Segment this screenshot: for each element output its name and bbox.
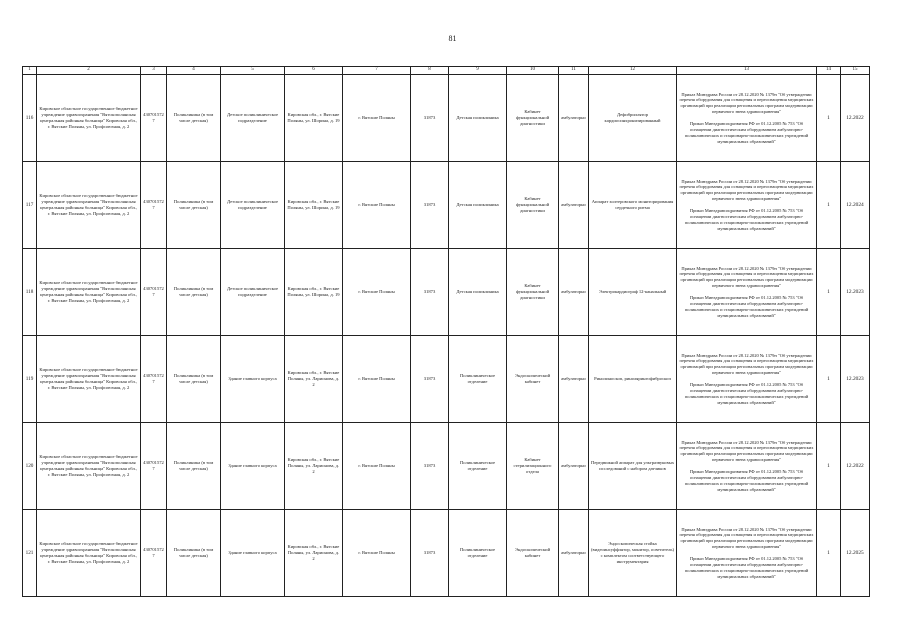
inn-cell: 4307015727	[141, 162, 167, 249]
basis-order-1379n: Приказ Минздрава России от 28.12.2020 № 1379н "Об утверждении перечня оборудования для оснащения и переоснащения медицинских организаций при реализации региональных программ модернизации первичного звена здравоохранения"	[679, 91, 814, 115]
quantity-cell: 1	[817, 162, 841, 249]
code-cell: 31873	[411, 249, 449, 336]
subdivision-cell: Детское поликлиническое подразделение	[221, 249, 285, 336]
row-number: 118	[23, 249, 37, 336]
table-row	[23, 423, 870, 510]
unit-type-cell: Поликлиника (в том числе детская)	[167, 75, 221, 162]
row-number: 116	[23, 75, 37, 162]
basis-order-1379n: Приказ Минздрава России от 28.12.2020 № 1379н "Об утверждении перечня оборудования для оснащения и переоснащения медицинских организаций при реализации региональных программ модернизации первичного звена здравоохранения"	[679, 352, 814, 376]
room-cell: Кабинет функциональной диагностики	[507, 162, 559, 249]
organization-cell: Кировское областное государственное бюджетное учреждение здравоохранения "Вятскополянская центральная районная больница" Кировская обл., г. Вятские Поляны, ул. Профсоюзная, д. 2	[37, 75, 141, 162]
subdivision-cell: Здание главного корпуса	[221, 510, 285, 597]
code-cell: 31873	[411, 336, 449, 423]
locality-cell: г. Вятские Поляны	[343, 423, 411, 510]
column-number: 2	[37, 67, 141, 75]
department-cell: Поликлиническое отделение	[449, 423, 507, 510]
column-number: 13	[677, 67, 817, 75]
basis-cell	[677, 336, 817, 423]
quantity-cell: 1	[817, 423, 841, 510]
equipment-cell: Эндоскопическая стойка (видеоинсуффлятор, монитор, осветитель) с комплектом соответствующего инструментария	[589, 510, 677, 597]
locality-cell: г. Вятские Поляны	[343, 510, 411, 597]
inn-cell: 4307015727	[141, 336, 167, 423]
date-cell: 12.2024	[841, 162, 870, 249]
locality-cell: г. Вятские Поляны	[343, 249, 411, 336]
column-number: 9	[449, 67, 507, 75]
equipment-cell: Аппарат холтеровского мониторирования сердечного ритма	[589, 162, 677, 249]
basis-cell	[677, 162, 817, 249]
table-row	[23, 336, 870, 423]
address-cell: Кировская обл., г. Вятские Поляны, ул. Ларионова, д. 2	[285, 423, 343, 510]
column-number: 12	[589, 67, 677, 75]
room-cell: Эндоскопический кабинет	[507, 336, 559, 423]
locality-cell: г. Вятские Поляны	[343, 162, 411, 249]
basis-order-753: Приказ Минздравсоцразвития РФ от 01.12.2005 № 753 "Об оснащении диагностическим оборудованием амбулаторно-поликлинических и стационарно-поликлинических учреждений муниципальных образований"	[684, 208, 809, 231]
code-cell: 31873	[411, 510, 449, 597]
organization-cell: Кировское областное государственное бюджетное учреждение здравоохранения "Вятскополянская центральная районная больница" Кировская обл., г. Вятские Поляны, ул. Профсоюзная, д. 2	[37, 336, 141, 423]
address-cell: Кировская обл., г. Вятские Поляны, ул. Шорина, д. 19	[285, 75, 343, 162]
organization-cell: Кировское областное государственное бюджетное учреждение здравоохранения "Вятскополянская центральная районная больница" Кировская обл., г. Вятские Поляны, ул. Профсоюзная, д. 2	[37, 423, 141, 510]
code-cell: 31873	[411, 423, 449, 510]
quantity-cell: 1	[817, 510, 841, 597]
column-number: 6	[285, 67, 343, 75]
date-cell: 12.2025	[841, 510, 870, 597]
column-number: 14	[817, 67, 841, 75]
department-cell: Детская поликлиника	[449, 249, 507, 336]
department-cell: Поликлиническое отделение	[449, 510, 507, 597]
basis-order-1379n: Приказ Минздрава России от 28.12.2020 № 1379н "Об утверждении перечня оборудования для оснащения и переоснащения медицинских организаций при реализации региональных программ модернизации первичного звена здравоохранения"	[679, 526, 814, 550]
equipment-cell: Ринолиноскоп, ринолярингофиброскоп	[589, 336, 677, 423]
inn-cell: 4307015727	[141, 423, 167, 510]
basis-cell	[677, 510, 817, 597]
unit-type-cell: Поликлиника (в том числе детская)	[167, 423, 221, 510]
organization-cell: Кировское областное государственное бюджетное учреждение здравоохранения "Вятскополянская центральная районная больница" Кировская обл., г. Вятские Поляны, ул. Профсоюзная, д. 2	[37, 249, 141, 336]
code-cell: 31873	[411, 162, 449, 249]
inn-cell: 4307015727	[141, 249, 167, 336]
date-cell: 12.2023	[841, 336, 870, 423]
column-number: 10	[507, 67, 559, 75]
column-number: 11	[559, 67, 589, 75]
department-cell: Детская поликлиника	[449, 75, 507, 162]
column-number: 7	[343, 67, 411, 75]
date-cell: 12.2022	[841, 423, 870, 510]
address-cell: Кировская обл., г. Вятские Поляны, ул. Шорина, д. 19	[285, 162, 343, 249]
basis-cell	[677, 423, 817, 510]
basis-order-753: Приказ Минздравсоцразвития РФ от 01.12.2005 № 753 "Об оснащении диагностическим оборудованием амбулаторно-поликлинических и стационарно-поликлинических учреждений муниципальных образований"	[684, 382, 809, 405]
date-cell: 12.2022	[841, 75, 870, 162]
quantity-cell: 1	[817, 336, 841, 423]
conditions-cell: амбулаторно	[559, 336, 589, 423]
room-cell: Кабинет функциональной диагностики	[507, 249, 559, 336]
room-cell: Кабинет функциональной диагностики	[507, 75, 559, 162]
locality-cell: г. Вятские Поляны	[343, 75, 411, 162]
column-number: 5	[221, 67, 285, 75]
row-number: 121	[23, 510, 37, 597]
basis-order-1379n: Приказ Минздрава России от 28.12.2020 № 1379н "Об утверждении перечня оборудования для оснащения и переоснащения медицинских организаций при реализации региональных программ модернизации первичного звена здравоохранения"	[679, 178, 814, 202]
table-row	[23, 249, 870, 336]
room-cell: Кабинет стерилизационного отдела	[507, 423, 559, 510]
basis-cell	[677, 75, 817, 162]
address-cell: Кировская обл., г. Вятские Поляны, ул. Шорина, д. 19	[285, 249, 343, 336]
department-cell: Детская поликлиника	[449, 162, 507, 249]
column-number: 4	[167, 67, 221, 75]
unit-type-cell: Поликлиника (в том числе детская)	[167, 336, 221, 423]
inn-cell: 4307015727	[141, 510, 167, 597]
subdivision-cell: Здание главного корпуса	[221, 336, 285, 423]
address-cell: Кировская обл., г. Вятские Поляны, ул. Ларионова, д. 2	[285, 510, 343, 597]
row-number: 117	[23, 162, 37, 249]
basis-order-753: Приказ Минздравсоцразвития РФ от 01.12.2005 № 753 "Об оснащении диагностическим оборудованием амбулаторно-поликлинических и стационарно-поликлинических учреждений муниципальных образований"	[684, 556, 809, 579]
address-cell: Кировская обл., г. Вятские Поляны, ул. Ларионова, д. 2	[285, 336, 343, 423]
locality-cell: г. Вятские Поляны	[343, 336, 411, 423]
column-number: 8	[411, 67, 449, 75]
equipment-registry-table	[22, 66, 870, 597]
table-row	[23, 75, 870, 162]
table-row	[23, 510, 870, 597]
column-number: 1	[23, 67, 37, 75]
basis-order-753: Приказ Минздравсоцразвития РФ от 01.12.2005 № 753 "Об оснащении диагностическим оборудованием амбулаторно-поликлинических и стационарно-поликлинических учреждений муниципальных образований"	[684, 469, 809, 492]
basis-cell	[677, 249, 817, 336]
row-number: 120	[23, 423, 37, 510]
code-cell: 31873	[411, 75, 449, 162]
organization-cell: Кировское областное государственное бюджетное учреждение здравоохранения "Вятскополянская центральная районная больница" Кировская обл., г. Вятские Поляны, ул. Профсоюзная, д. 2	[37, 162, 141, 249]
basis-order-753: Приказ Минздравсоцразвития РФ от 01.12.2005 № 753 "Об оснащении диагностическим оборудованием амбулаторно-поликлинических и стационарно-поликлинических учреждений муниципальных образований"	[684, 295, 809, 318]
quantity-cell: 1	[817, 249, 841, 336]
conditions-cell: амбулаторно	[559, 249, 589, 336]
column-number-row	[23, 67, 870, 75]
column-number: 3	[141, 67, 167, 75]
equipment-cell: Электрокардиограф 12-канальный	[589, 249, 677, 336]
subdivision-cell: Детское поликлиническое подразделение	[221, 162, 285, 249]
table-body	[23, 75, 870, 597]
subdivision-cell: Здание главного корпуса	[221, 423, 285, 510]
basis-order-753: Приказ Минздравсоцразвития РФ от 01.12.2005 № 753 "Об оснащении диагностическим оборудованием амбулаторно-поликлинических и стационарно-поликлинических учреждений муниципальных образований"	[684, 121, 809, 144]
conditions-cell: амбулаторно	[559, 510, 589, 597]
conditions-cell: амбулаторно	[559, 423, 589, 510]
organization-cell: Кировское областное государственное бюджетное учреждение здравоохранения "Вятскополянская центральная районная больница" Кировская обл., г. Вятские Поляны, ул. Профсоюзная, д. 2	[37, 510, 141, 597]
unit-type-cell: Поликлиника (в том числе детская)	[167, 162, 221, 249]
inn-cell: 4307015727	[141, 75, 167, 162]
unit-type-cell: Поликлиника (в том числе детская)	[167, 249, 221, 336]
unit-type-cell: Поликлиника (в том числе детская)	[167, 510, 221, 597]
basis-order-1379n: Приказ Минздрава России от 28.12.2020 № 1379н "Об утверждении перечня оборудования для оснащения и переоснащения медицинских организаций при реализации региональных программ модернизации первичного звена здравоохранения"	[679, 265, 814, 289]
department-cell: Поликлиническое отделение	[449, 336, 507, 423]
column-number: 15	[841, 67, 870, 75]
table-header	[23, 67, 870, 75]
conditions-cell: амбулаторно	[559, 162, 589, 249]
quantity-cell: 1	[817, 75, 841, 162]
basis-order-1379n: Приказ Минздрава России от 28.12.2020 № 1379н "Об утверждении перечня оборудования для оснащения и переоснащения медицинских организаций при реализации региональных программ модернизации первичного звена здравоохранения"	[679, 439, 814, 463]
equipment-cell: Передвижной аппарат для ультразвуковых исследований с набором датчиков	[589, 423, 677, 510]
table-row	[23, 162, 870, 249]
conditions-cell: амбулаторно	[559, 75, 589, 162]
row-number: 119	[23, 336, 37, 423]
date-cell: 12.2023	[841, 249, 870, 336]
room-cell: Эндоскопический кабинет	[507, 510, 559, 597]
subdivision-cell: Детское поликлиническое подразделение	[221, 75, 285, 162]
page-number: 81	[448, 34, 457, 43]
equipment-cell: Дефибриллятор кардиосинхронизированный	[589, 75, 677, 162]
